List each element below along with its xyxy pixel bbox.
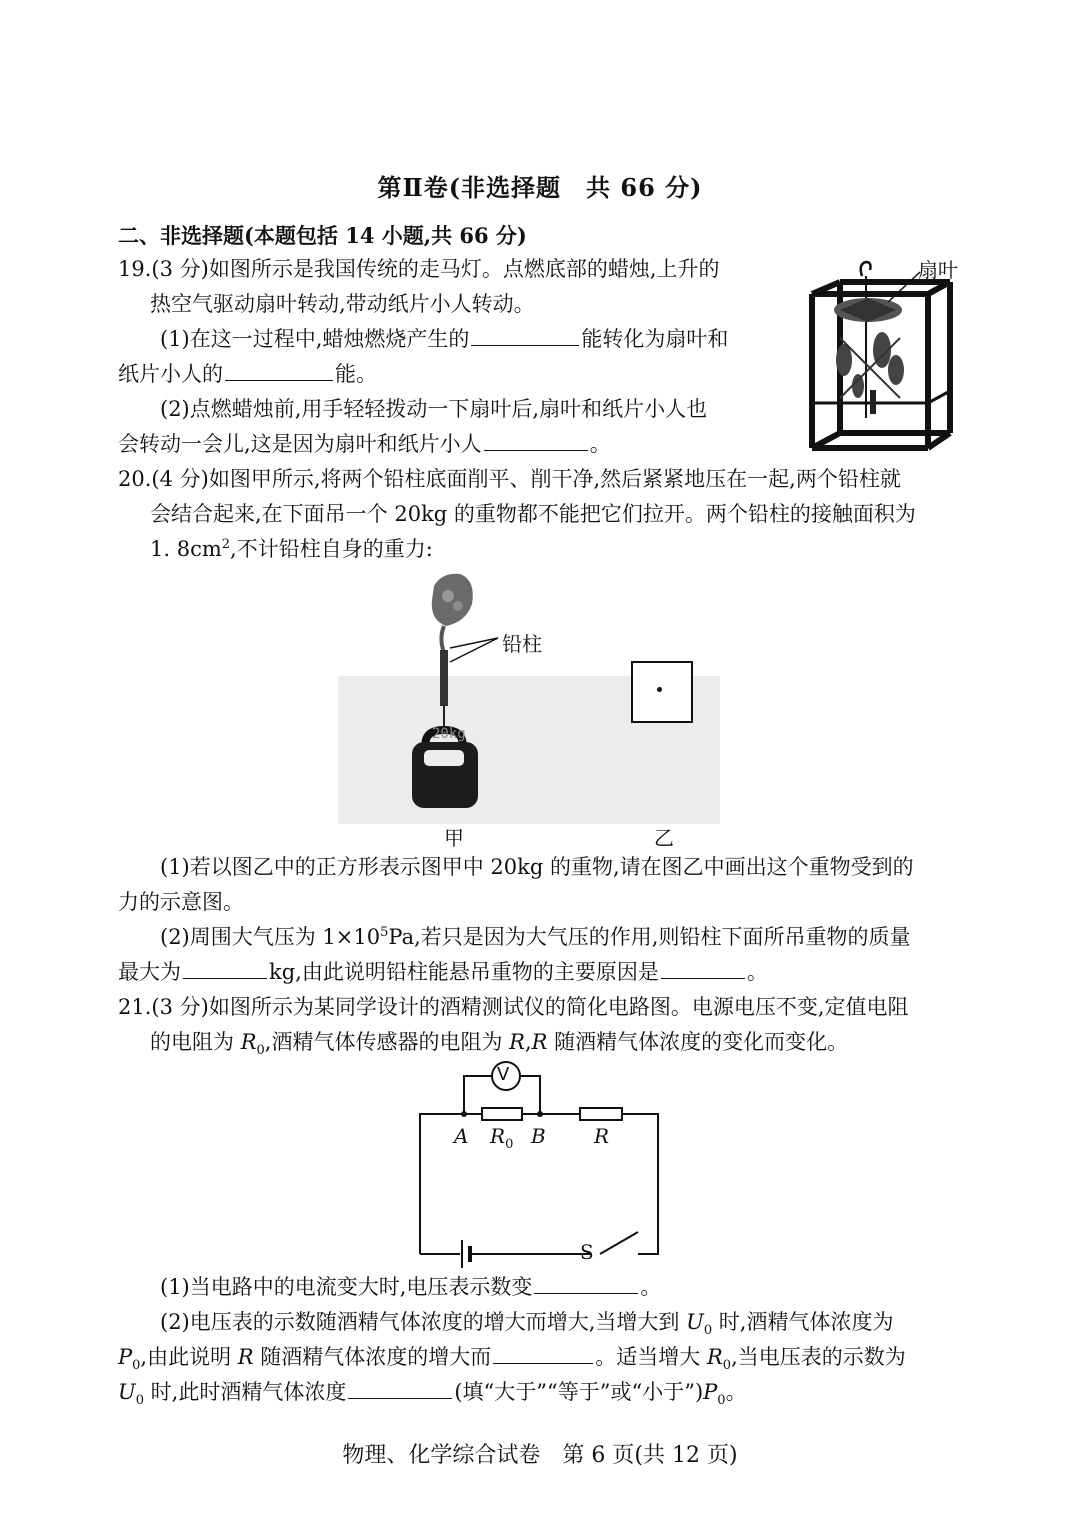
- voltmeter-icon: V: [497, 1064, 510, 1085]
- weight-square[interactable]: [631, 661, 693, 723]
- r0-label: $R_0$: [490, 1124, 514, 1152]
- node-a-label: A: [454, 1124, 469, 1148]
- q20-line2: 会结合起来,在下面吊一个 20kg 的重物都不能把它们拉开。两个铅柱的接触面积为: [150, 502, 916, 526]
- q20-line1: 20.(4 分)如图甲所示,将两个铅柱底面削平、削干净,然后紧紧地压在一起,两个铅柱就: [118, 467, 901, 491]
- q21-number: 21.: [118, 995, 152, 1019]
- q20-part2-line2: 最大为 kg,由此说明铅柱能悬吊重物的主要原因是 。: [118, 955, 768, 989]
- q19-blank-2[interactable]: [225, 358, 333, 381]
- q21-line2: 的电阻为 $R_0$,酒精气体传感器的电阻为 R,R 随酒精气体浓度的变化而变化。: [150, 1030, 849, 1059]
- lantern-figure: [800, 258, 970, 458]
- section-heading: 二、非选择题(本题包括 14 小题,共 66 分): [118, 223, 527, 248]
- q21-blank-3[interactable]: [348, 1376, 452, 1399]
- q19-line2: 热空气驱动扇叶转动,带动纸片小人转动。: [150, 292, 535, 316]
- q20-blank-1[interactable]: [183, 956, 267, 979]
- page-footer: 物理、化学综合试卷 第 6 页(共 12 页): [342, 1443, 738, 1468]
- fan-blade-label: 扇叶: [918, 258, 958, 282]
- switch-label: S: [580, 1240, 594, 1264]
- q20-part1-line1: (1)若以图乙中的正方形表示图甲中 20kg 的重物,请在图乙中画出这个重物受到的: [160, 855, 914, 879]
- q20-part1-line2: 力的示意图。: [118, 890, 244, 914]
- node-b-label: B: [531, 1124, 546, 1148]
- q20-blank-2[interactable]: [661, 956, 745, 979]
- q21-part2-line3: $U_0$ 时,此时酒精气体浓度 (填“大于”“等于”或“小于$”)P_0$。: [118, 1375, 747, 1409]
- q19-part1-line2: 纸片小人的 能。: [118, 357, 377, 391]
- q20-part2-line1: (2)周围大气压为 $1\times 10^5Pa$,若只是因为大气压的作用,则铅柱下面所吊重物的质量: [160, 925, 911, 949]
- q20-line3: 1. $8cm^2$,不计铅柱自身的重力:: [150, 537, 433, 561]
- weight-label: 20kg: [432, 726, 466, 742]
- q21-score: (3 分): [151, 995, 209, 1019]
- page-title: 第Ⅱ卷(非选择题 共 66 分): [377, 173, 703, 202]
- circuit-diagram: [410, 1060, 670, 1270]
- caption-jia: 甲: [444, 826, 464, 850]
- q19-blank-1[interactable]: [471, 323, 579, 346]
- q19-part2-line2: 会转动一会儿,这是因为扇叶和纸片小人 。: [118, 427, 611, 461]
- q21-blank-2[interactable]: [493, 1341, 593, 1364]
- q19-part2-line1: (2)点燃蜡烛前,用手轻轻拨动一下扇叶后,扇叶和纸片小人也: [160, 397, 708, 421]
- q21-part1: (1)当电路中的电流变大时,电压表示数变 。: [160, 1270, 661, 1304]
- q20-number: 20.: [118, 467, 152, 491]
- q19-number: 19.: [118, 257, 152, 281]
- q19-blank-3[interactable]: [484, 428, 588, 451]
- q19-score: (3 分): [151, 257, 209, 281]
- q21-part2-line2: $P_0$,由此说明 R 随酒精气体浓度的增大而 。适当增大 $R_0$,当电压表的示数为: [118, 1340, 906, 1374]
- center-dot: [657, 687, 662, 692]
- q19-line1: 19.(3 分)如图所示是我国传统的走马灯。点燃底部的蜡烛,上升的: [118, 257, 720, 281]
- q20-score: (4 分): [151, 467, 209, 491]
- q21-part2-line1: (2)电压表的示数随酒精气体浓度的增大而增大,当增大到 $U_0$ 时,酒精气体浓度为: [160, 1310, 894, 1339]
- caption-yi: 乙: [654, 826, 674, 850]
- q19-part1-line1: (1)在这一过程中,蜡烛燃烧产生的 能转化为扇叶和: [160, 322, 728, 356]
- q21-blank-1[interactable]: [534, 1271, 638, 1294]
- r-label: R: [594, 1124, 610, 1148]
- q21-line1: 21.(3 分)如图所示为某同学设计的酒精测试仪的简化电路图。电源电压不变,定值电阻: [118, 995, 909, 1019]
- lead-cylinder-label: 铅柱: [502, 632, 542, 656]
